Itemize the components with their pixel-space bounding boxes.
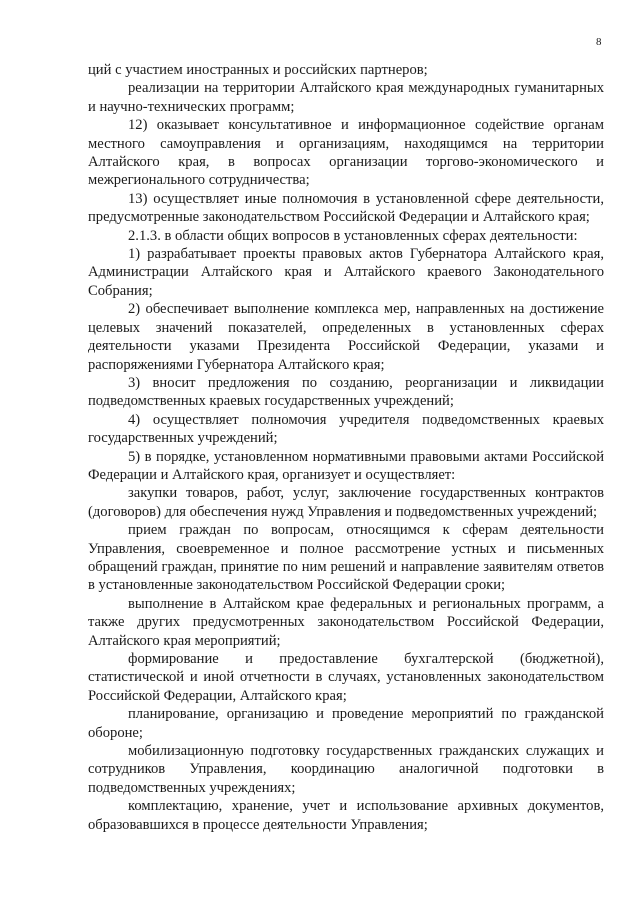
paragraph-item-12: 12) оказывает консультативное и информационное содействие органам местного самоуправления и организациям, находящимся на территории Алтайского края, в вопросах организации торгово-экономического и межрегионального сотрудничества; [88, 117, 604, 189]
paragraph-item-5: 5) в порядке, установленном нормативными правовыми актами Российской Федерации и Алтайского края, организует и осуществляет: [88, 448, 604, 483]
paragraph-programs-execution: выполнение в Алтайском крае федеральных и региональных программ, а также других предусмотренных законодательством Российской Федерации, Алтайского края мероприятий; [88, 595, 604, 649]
paragraph-item-1: 1) разрабатывает проекты правовых актов Губернатора Алтайского края, Администрации Алтайского края и Алтайского краевого Законодательного Собрания; [88, 246, 604, 299]
paragraph-item-13: 13) осуществляет иные полномочия в установленной сфере деятельности, предусмотренные законодательством Российской Федерации и Алтайского края; [88, 190, 604, 226]
paragraph-section-2-1-3: 2.1.3. в области общих вопросов в установленных сферах деятельности: [128, 227, 578, 244]
paragraph-procurement: закупки товаров, работ, услуг, заключение государственных контрактов (договоров) для обеспечения нужд Управления и подведомственных учреждений; [88, 485, 604, 520]
paragraph-civil-defense: планирование, организацию и проведение мероприятий по гражданской обороне; [88, 706, 604, 741]
paragraph-mobilization: мобилизационную подготовку государственных гражданских служащих и сотрудников Управления, координацию аналогичной подготовки в подведомственных учреждениях; [88, 743, 604, 796]
page-number: 8 [596, 36, 602, 48]
paragraph-citizen-reception: прием граждан по вопросам, относящимся к сферам деятельности Управления, своевременное и полное рассмотрение устных и письменных обращений граждан, принятие по ним решений и направление заявителям ответов в установленные законодательством Российской Федерации сроки; [88, 522, 604, 594]
paragraph-item-4: 4) осуществляет полномочия учредителя подведомственных краевых государственных учреждений; [88, 411, 604, 447]
document-body [88, 61, 604, 834]
paragraph-reporting: формирование и предоставление бухгалтерской (бюджетной), статистической и иной отчетности в случаях, установленных законодательством Российской Федерации, Алтайского края; [88, 651, 604, 704]
paragraph-continuation: ций с участием иностранных и российских партнеров; [88, 62, 428, 78]
paragraph-international-programs: реализации на территории Алтайского края международных гуманитарных и научно-технических программ; [88, 80, 604, 115]
paragraph-archives: комплектацию, хранение, учет и использование архивных документов, образовавшихся в процессе деятельности Управления; [88, 798, 604, 833]
paragraph-item-2: 2) обеспечивает выполнение комплекса мер, направленных на достижение целевых значений показателей, определенных в установленных сферах деятельности указами Президента Российской Федерации, указами и распоряжениями Губернатора Алтайского края; [88, 301, 604, 373]
paragraph-item-3: 3) вносит предложения по созданию, реорганизации и ликвидации подведомственных краевых государственных учреждений; [88, 374, 604, 410]
